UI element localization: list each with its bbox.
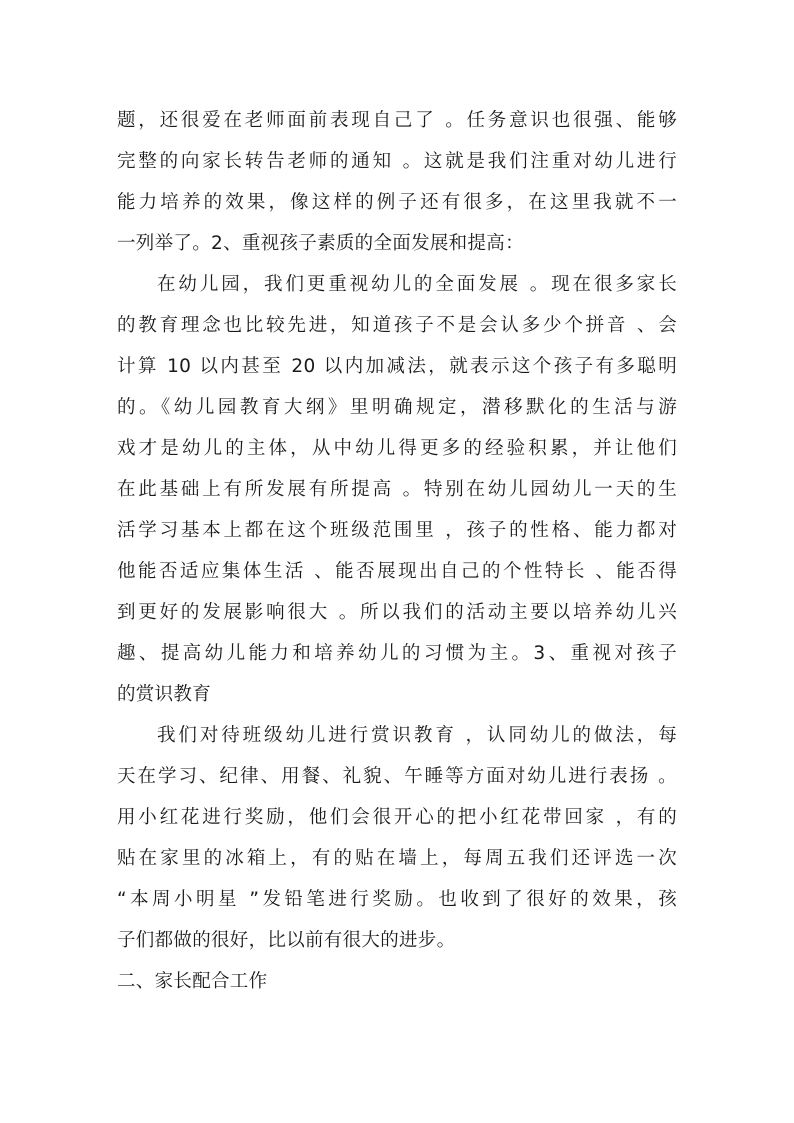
text-line-7: 计算 10 以内甚至 20 以内加减法，就表示这个孩子有多聪明 (117, 356, 677, 377)
text-line-14: 趣、提高幼儿能力和培养幼儿的习惯为主。3、重视对孩子 (117, 643, 677, 664)
text-line-1: 题，还很爱在老师面前表现自己了 。任务意识也很强、能够 (117, 110, 677, 131)
text-line-17: 天在学习、纪律、用餐、礼貌、午睡等方面对幼儿进行表扬 。 (117, 766, 677, 787)
text-line-13: 到更好的发展影响很大 。所以我们的活动主要以培养幼儿兴 (117, 602, 677, 623)
text-line-21: 子们都做的很好，比以前有很大的进步。 (117, 930, 456, 951)
text-line-2: 完整的向家长转告老师的通知 。这就是我们注重对幼儿进行 (117, 151, 677, 172)
text-line-4: 一列举了。2、重视孩子素质的全面发展和提高： (117, 233, 524, 254)
text-line-3: 能力培养的效果，像这样的例子还有很多，在这里我就不一 (117, 192, 677, 213)
text-line-10: 在此基础上有所发展有所提高 。特别在幼儿园幼儿一天的生 (117, 479, 677, 500)
section-heading: 二、家长配合工作 (117, 971, 268, 992)
text-line-5: 在幼儿园，我们更重视幼儿的全面发展 。现在很多家长 (157, 274, 677, 295)
text-line-9: 戏才是幼儿的主体，从中幼儿得更多的经验积累，并让他们 (117, 438, 677, 459)
text-line-15: 的赏识教育 (117, 684, 212, 705)
text-line-12: 他能否适应集体生活 、能否展现出自己的个性特长 、能否得 (117, 561, 677, 582)
text-line-18: 用小红花进行奖励，他们会很开心的把小红花带回家 ，有的 (117, 807, 677, 828)
text-line-6: 的教育理念也比较先进，知道孩子不是会认多少个拼音 、会 (117, 315, 677, 336)
text-line-19: 贴在家里的冰箱上，有的贴在墙上，每周五我们还评选一次 (117, 848, 677, 869)
text-line-11: 活学习基本上都在这个班级范围里 ，孩子的性格、能力都对 (117, 520, 677, 541)
text-line-8: 的。《幼儿园教育大纲》里明确规定，潜移默化的生活与游 (117, 397, 677, 418)
text-line-20: “本周小明星 ”发铅笔进行奖励。也收到了很好的效果，孩 (117, 889, 677, 910)
text-line-16: 我们对待班级幼儿进行赏识教育 ，认同幼儿的做法，每 (157, 725, 677, 746)
